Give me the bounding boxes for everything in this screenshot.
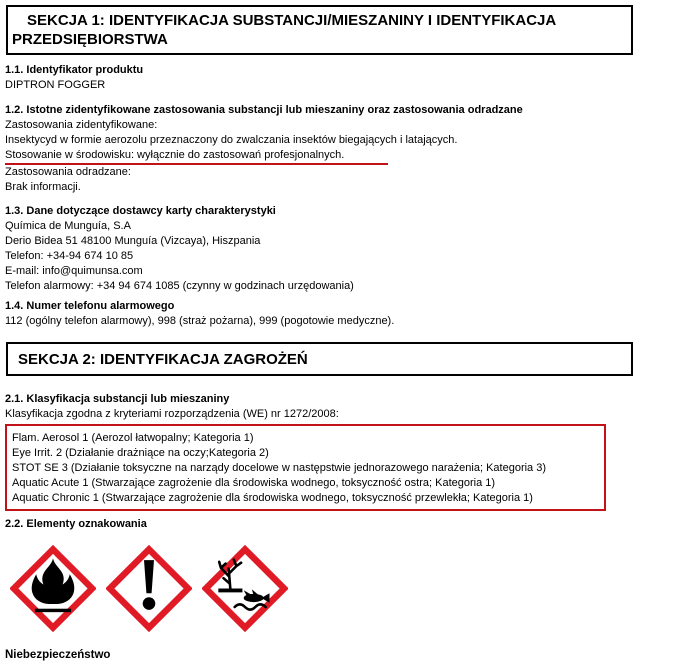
section-1-header-box (6, 5, 633, 55)
heading-1-3: 1.3. Dane dotyczące dostawcy karty charakterystyki (5, 205, 276, 217)
heading-1-1: 1.1. Identyfikator produktu (5, 64, 144, 76)
usage-note-underlined-text: Stosowanie w środowisku: wyłącznie do zastosowań profesjonalnych. (5, 148, 388, 165)
classification-annotation-box (5, 424, 606, 511)
classification-line: Aquatic Chronic 1 (Stwarzające zagrożenie dla środowiska wodnego, toksyczność przewlekła; Kategoria 1) (12, 492, 533, 504)
classification-line: Flam. Aerosol 1 (Aerozol łatwopalny; Kategoria 1) (12, 432, 254, 444)
classification-intro: Klasyfikacja zgodna z kryteriami rozporządzenia (WE) nr 1272/2008: (5, 408, 339, 420)
emergency-numbers: 112 (ogólny telefon alarmowy), 998 (straż pożarna), 999 (pogotowie medyczne). (5, 315, 395, 327)
heading-2-2: 2.2. Elementy oznakowania (5, 518, 147, 530)
classification-line: Eye Irrit. 2 (Działanie drażniące na oczy;Kategoria 2) (12, 447, 269, 459)
heading-2-1: 2.1. Klasyfikacja substancji lub mieszaniny (5, 393, 230, 405)
advised-against-label: Zastosowania odradzane: (5, 166, 131, 178)
pictogram-diamond-border (206, 549, 284, 627)
supplier-email: E-mail: info@quimunsa.com (5, 265, 143, 277)
supplier-emergency-phone: Telefon alarmowy: +34 94 674 1085 (czynny w godzinach urzędowania) (5, 280, 354, 292)
supplier-address: Derio Bidea 51 48100 Munguía (Vizcaya), Hiszpania (5, 235, 261, 247)
product-name: DIPTRON FOGGER (5, 79, 106, 91)
section-2-title: SEKCJA 2: IDENTYFIKACJA ZAGROŻEŃ (18, 351, 308, 368)
supplier-phone: Telefon: +34-94 674 10 85 (5, 250, 134, 262)
environment-pictogram-icon (202, 545, 288, 632)
heading-1-2: 1.2. Istotne zidentyfikowane zastosowania substancji lub mieszaniny oraz zastosowania odradzane (5, 104, 523, 116)
supplier-company: Química de Munguía, S.A (5, 220, 131, 232)
advised-against-value: Brak informacji. (5, 181, 81, 193)
flame-pictogram-icon (10, 545, 96, 632)
heading-1-4: 1.4. Numer telefonu alarmowego (5, 300, 175, 312)
identified-use-text: Insektycyd w formie aerozolu przeznaczony do zwalczania insektów biegających i latających. (5, 134, 458, 146)
classification-line: Aquatic Acute 1 (Stwarzające zagrożenie dla środowiska wodnego, toksyczność ostra; Kategoria 1) (12, 477, 496, 489)
identified-uses-label: Zastosowania zidentyfikowane: (5, 119, 158, 131)
classification-line: STOT SE 3 (Działanie toksyczne na narządy docelowe w następstwie jednorazowego narażenia; Kategoria 3) (12, 462, 546, 474)
ghs-pictogram-row (10, 545, 696, 632)
usage-note-line (5, 148, 696, 165)
exclamation-mark-pictogram-icon (106, 545, 192, 632)
section-2-header-box (6, 342, 633, 376)
section-1-title: SEKCJA 1: IDENTYFIKACJA SUBSTANCJI/MIESZANINY I IDENTYFIKACJA PRZEDSIĘBIORSTWA (12, 12, 556, 48)
signal-word: Niebezpieczeństwo (5, 649, 111, 661)
